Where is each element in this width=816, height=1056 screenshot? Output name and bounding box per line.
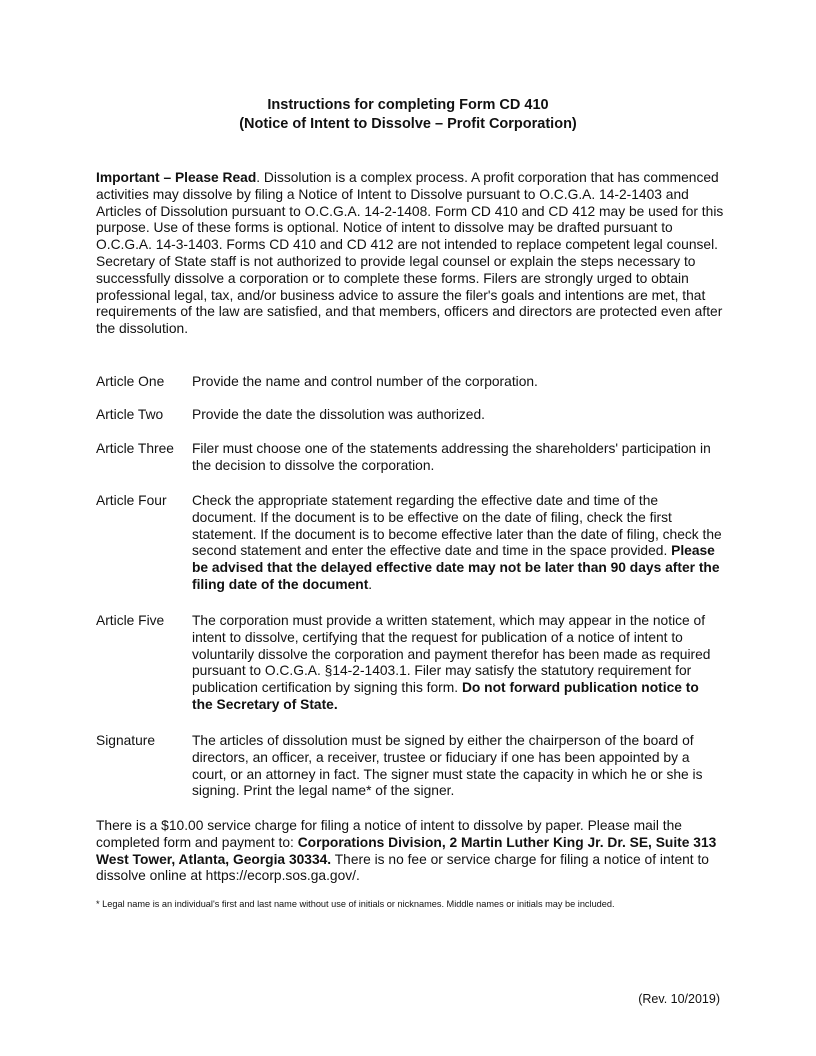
article-three-label: Article Three xyxy=(96,441,174,456)
revision-date: (Rev. 10/2019) xyxy=(638,992,720,1006)
fee-paragraph xyxy=(96,818,724,885)
article-five-label: Article Five xyxy=(96,613,165,628)
fee-text: There is a $10.00 service charge for filing a notice of intent to dissolve by paper. Please mail the completed form and payment to: xyxy=(96,818,682,850)
mailing-address: Corporations Division, 2 Martin Luther King Jr. Dr. SE, Suite 313 West Tower, Atlanta, Georgia 30334. xyxy=(96,834,717,867)
article-four-tail: . xyxy=(368,576,373,592)
article-four-text xyxy=(192,493,722,594)
intro-paragraph xyxy=(96,170,724,338)
fee-online-text: There is no fee or service charge for filing a notice of intent to dissolve online at https://ecorp.sos.ga.gov/. xyxy=(96,851,709,884)
intro-text: . Dissolution is a complex process. A profit corporation that has commenced activities may dissolve by filing a Notice of Intent to Dissolve pursuant to O.C.G.A. 14-2-1403 and Articles of Dissolution pursuant to O.C.G.A. 14-2-1408. Form CD 410 and CD 412 may be used for this purpose. Use of these forms is optional. Notice of intent to dissolve may be drafted pursuant to O.C.G.A. 14-3-1403. Forms CD 410 and CD 412 are not intended to replace competent legal counsel. Secretary of State staff is not authorized to provide legal counsel or explain the steps necessary to successfully dissolve a corporation or to complete these forms. Filers are strongly urged to obtain professional legal, tax, and/or business advice to assure the filer's goals and intentions are met, that requirements of the law are satisfied, and that members, officers and directors are protected even after the dissolution. xyxy=(96,170,724,337)
article-one-label: Article One xyxy=(96,374,165,389)
article-three-text: Filer must choose one of the statements addressing the shareholders' participation in the decision to dissolve the corporation. xyxy=(192,441,711,473)
article-four-body: Check the appropriate statement regarding the effective date and time of the document. If the document is to be effective on the date of filing, check the first statement. If the document is to become effective later than the date of filing, check the second statement and enter the effective date and time in the space provided. xyxy=(192,493,722,559)
article-four-label: Article Four xyxy=(96,493,167,508)
page-title: Instructions for completing Form CD 410 xyxy=(267,97,549,113)
signature-label: Signature xyxy=(96,733,156,748)
article-five-body: The corporation must provide a written statement, which may appear in the notice of intent to dissolve, certifying that the request for publication of a notice of intent to voluntarily dissolve the corporation and payment therefor has been made as required pursuant to O.C.G.A. §14-2-1403.1. Filer may satisfy the statutory requirement for publication certification by signing this form. xyxy=(192,613,711,696)
legal-name-footnote: * Legal name is an individual's first and last name without use of initials or nicknames. Middle names or initials may be included. xyxy=(96,899,615,909)
important-lead: Important – Please Read xyxy=(96,170,257,185)
page-subtitle: (Notice of Intent to Dissolve – Profit Corporation) xyxy=(239,116,577,132)
signature-text: The articles of dissolution must be signed by either the chairperson of the board of directors, an officer, a receiver, trustee or fiduciary if one has been appointed by a court, or an attorney in fact. The signer must state the capacity in which he or she is signing. Print the legal name* of the signer. xyxy=(192,733,703,799)
article-one-text: Provide the name and control number of the corporation. xyxy=(192,374,538,389)
article-two-label: Article Two xyxy=(96,407,164,422)
article-four-warning: Please be advised that the delayed effective date may not be later than 90 days after the filing date of the document xyxy=(192,543,720,592)
article-two-text: Provide the date the dissolution was authorized. xyxy=(192,407,485,422)
article-five-text xyxy=(192,613,722,714)
article-five-warning: Do not forward publication notice to the Secretary of State. xyxy=(192,680,699,712)
